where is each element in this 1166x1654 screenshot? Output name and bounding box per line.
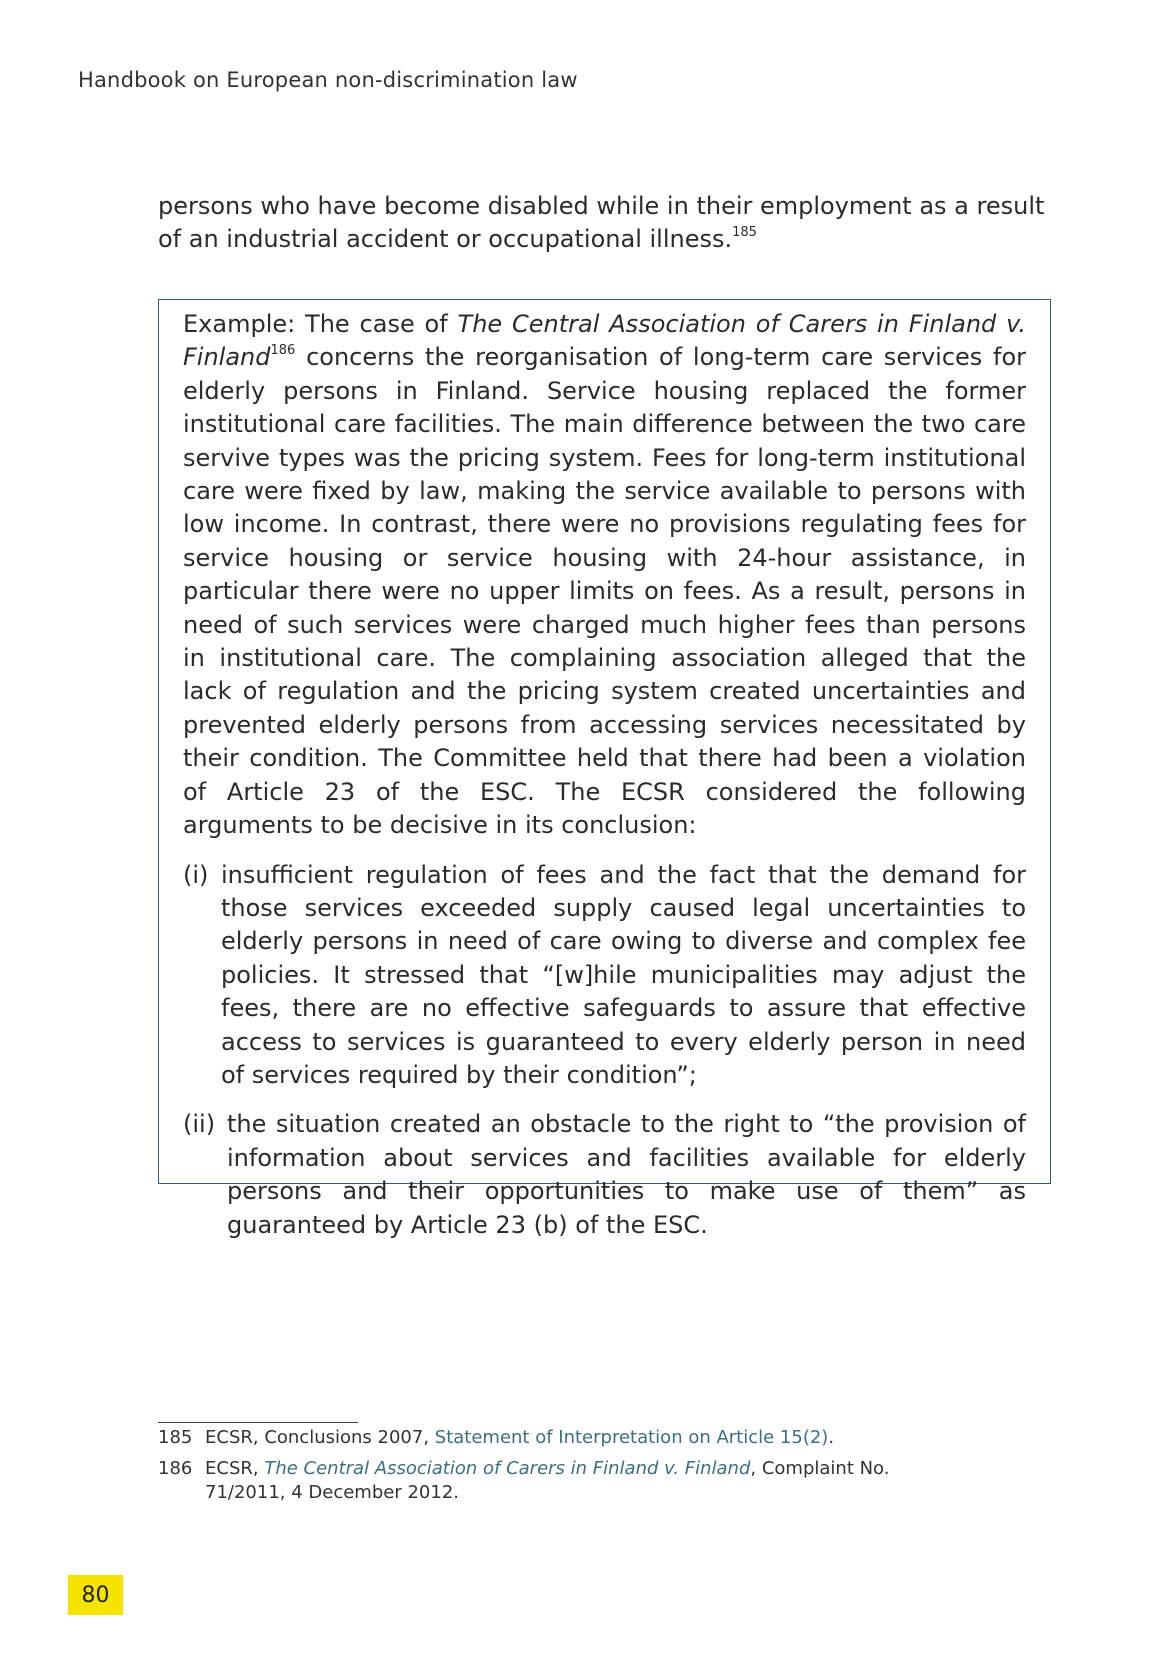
example-body: concerns the reorganisation of long-term care services for elderly persons in Finland. Service housing replaced the former institutional care facilities. The main difference between the two care servive types was the pricing system. Fees for long-term institutional care were fixed by law, making the service available to persons with low income. In contrast, there were no provisions regulating fees for service housing or service housing with 24-hour assistance, in particular there were no upper limits on fees. As a result, persons in need of such services were charged much higher fees than persons in institutional care. The complaining association alleged that the lack of regulation and the pricing system created uncertainties and prevented elderly persons from accessing services necessitated by their condition. The Committee held that there had been a violation of Article 23 of the ESC. The ECSR considered the following arguments to be decisive in its conclusion: [183, 343, 1026, 840]
running-header: Handbook on European non-discrimination law [78, 68, 578, 92]
case-title: The Central Association of Carers in Finland v. Finland [183, 310, 1027, 372]
page-number-badge: 80 [68, 1575, 123, 1615]
example-box [158, 299, 1051, 1239]
footnote-186 [158, 1457, 958, 1505]
list-item-number: (i) [183, 860, 209, 889]
footnote-prefix: ECSR, [205, 1458, 265, 1479]
footnote-number: 186 [158, 1458, 193, 1479]
footnote-ref-185[interactable]: 185 [732, 225, 757, 240]
footnote-185 [158, 1426, 958, 1450]
intro-paragraph [158, 190, 1053, 256]
footnote-prefix: ECSR, Conclusions 2007, [205, 1427, 435, 1448]
footnote-link[interactable]: The Central Association of Carers in Finland v. Finland [264, 1458, 751, 1479]
footnote-number: 185 [158, 1427, 193, 1448]
footnote-suffix: . [828, 1427, 835, 1448]
example-prefix: Example: The case of [183, 310, 458, 338]
list-item-number: (ii) [183, 1110, 216, 1139]
list-item [183, 859, 1026, 1093]
footnote-divider [158, 1422, 358, 1423]
list-item [183, 1108, 1026, 1242]
intro-text: persons who have become disabled while in their employment as a result of an industrial accident or occupational illness. [158, 192, 1045, 253]
footnote-link[interactable]: Statement of Interpretation on Article 15(2) [434, 1427, 829, 1448]
list-item-text: insufficient regulation of fees and the fact that the demand for those services exceeded supply caused legal uncertainties to elderly persons in need of care owing to diverse and complex fee policies. It stressed that “[w]hile municipalities may adjust the fees, there are no effective safeguards to assure that effective access to services is guaranteed to every elderly person in need of services required by their condition”; [221, 860, 1026, 1089]
footnote-suffix: , Complaint No. 71/2011, 4 December 2012. [205, 1458, 890, 1503]
footnote-ref-186[interactable]: 186 [270, 343, 296, 359]
example-paragraph [183, 308, 1026, 843]
footnote-text [205, 1426, 958, 1450]
footnote-text [205, 1457, 958, 1505]
list-item-text: the situation created an obstacle to the right to “the provision of information about services and facilities available for elderly persons and their opportunities to make use of them” as guaranteed by Article 23 (b) of the ESC. [227, 1110, 1026, 1239]
